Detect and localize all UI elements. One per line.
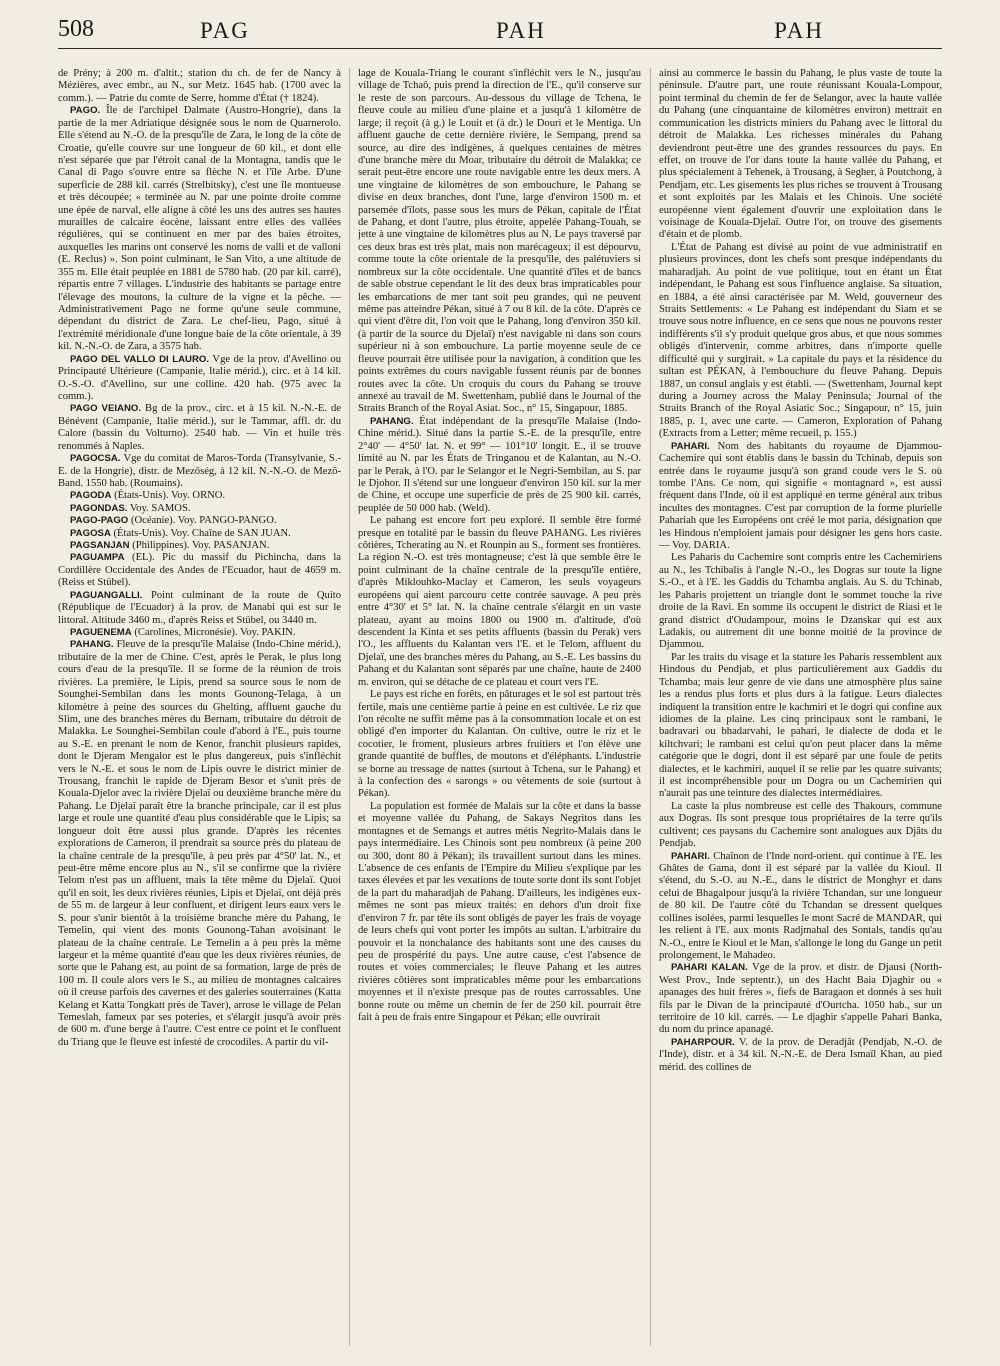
text-columns — [58, 68, 942, 1346]
entry-text: V. de la prov. de Deradjât (Pendjab, N.-O. de l'Inde), distr. et à 34 kil. N.-N.-E. de Dera Ismaïl Khan, au pied mérid. des collines de — [659, 1036, 942, 1073]
entry-text: Point culminant de la route de Quito (République de l'Ecuador) à la prov. de Manabi qui est sur le littoral. Altitude 3460 m., d'après Reiss et Stübel, ou 3440 m. — [58, 589, 341, 626]
dictionary-entry — [58, 639, 341, 1049]
dictionary-entry — [358, 689, 641, 801]
dictionary-entry — [659, 652, 942, 801]
entry-text: lage de Kouala-Triang le courant s'infléchit vers le N., jusqu'au village de Tchaô, puis prend la direction de l'E., qu'il conserve sur le reste de son parcours. Au-dessous du village de Tchena, le fleuve coule au milieu d'une plaine et a jusqu'à 1 kilomètre de large; il reçoit (à g.) le Louit et (à dr.) le Douri et le Mentiga. Un affluent gauche de cette dernière rivière, le Sempang, prend sa source, au dire des indigènes, à quelques centaines de mètres d'une branche mère du Moar, tributaire du détroit de Malakka; ce serait peut-être encore une route navigable entre les deux mers. A une vingtaine de kilomètres de son embouchure, le Pahang se divise en deux branches, dont l'une, large d'environ 1500 m. et parsemée d'îlots, passe sous les murs de Pékan, capitale de l'État de Pahang, et dont l'autre, plus étroite, appelée Pahang-Touah, se jette à une vingtaine de kilomètres plus au N. Le pays traversé par ces deux bras est très plat, mais non marécageux; il est dépourvu, comme toute la côte orientale de la presqu'île, des palétuviers si nombreux sur la côte occidentale. Une quantité d'îles et de bancs de sable obstrue cependant le lit des deux bras impraticables pour les embarcations de mer tant soit peu grandes, qui ne peuvent même pas atteindre Pékan, situé à 7 ou 8 kil. de la côte. D'après ce qui vient d'être dit, l'on voit que le Pahang, long d'environ 350 kil. (à partir de la source du Djelaï) n'est navigable ni dans son cours supérieur ni à son embouchure. La partie moyenne seule de ce fleuve pourrait être utilisée pour la navigation, à condition que les points extrêmes du cours navigable fussent réunis par de bonnes routes avec la côte. Un croquis du cours du Pahang se trouve annexé au travail de M. Swettenham, publié dans le Journal of the Straits Branch of the Royal Asiat. Soc., n° 15, Singapour, 1885. — [358, 68, 641, 415]
dictionary-entry — [58, 105, 341, 353]
header-rule — [58, 48, 942, 49]
running-head-right: PAH — [774, 18, 824, 43]
dictionary-entry — [58, 540, 341, 552]
dictionary-entry — [358, 68, 641, 416]
entry-headword: PAGOSA — [70, 527, 111, 539]
page-header — [58, 16, 942, 66]
entry-text: Les Paharis du Cachemire sont compris entre les Cachemiriens au N., les Tchibalis à l'angle N.-O., les Dogras sur toute la ligne S.-O., et à l'E. les Gaddis du Tchamba anglais. Au S. du Tchinab, les Paharis projettent un triangle dont le sommet touche la rive droite de la Ravi. En somme ils occupent le district de Riasi et le grand district d'Oudampour, moins le Dzanskar qui est aux Ladakis, ou autrement dit une bonne moitié de la province de Djammou. — [659, 552, 942, 651]
entry-headword: PAGUENEMA — [70, 626, 132, 638]
entry-text: (Philippines). Voy. PASANJAN. — [132, 540, 270, 552]
dictionary-entry — [358, 416, 641, 515]
dictionary-entry — [358, 515, 641, 689]
entry-text: (Océanie). Voy. PANGO-PANGO. — [130, 515, 277, 527]
entry-headword: PAGO VEIANO. — [70, 403, 141, 415]
dictionary-entry — [659, 552, 942, 651]
entry-headword: PAHARI. — [671, 440, 710, 452]
entry-text: Bg de la prov., circ. et à 15 kil. N.-N.-E. de Bénévent (Campanie, Italie mérid.), sur le Tammar, affl. dr. du Calore (bassin du Volturno). 2540 hab. — Vin et huile très renommés à Naples. — [58, 403, 341, 452]
entry-headword: PAGONDAS. — [70, 502, 128, 514]
entry-headword: PAGODA — [70, 490, 112, 502]
entry-text: (Carolines, Micronésie). Voy. PAKIN. — [134, 626, 296, 638]
dictionary-entry — [58, 490, 341, 502]
dictionary-entry — [659, 1037, 942, 1074]
dictionary-entry — [659, 68, 942, 242]
text-column-1 — [58, 68, 341, 1346]
entry-text: Le pahang est encore fort peu exploré. Il semble être formé presque en totalité par le bassin du fleuve PAHANG. Les rivières côtières, Tcherating au N. et Rounpin au S., forment ses frontières. La région N.-O. est très montagneuse; c'est là que semble être le point culminant de la chaîne centrale de la presqu'île entière, d'après Miklouhko-Maclay et Cameron, les seuls voyageurs européens qui aient parcouru cette contrée sauvage. A peu près entre 4°30' et 5° lat. N. la chaîne centrale s'élargit en un vaste plateau, ayant au moins 1800 ou 1900 m. d'altitude, d'où descendent la Kinta et ses petits affluents (bassin du Perak) vers l'O., les affluents du Kalantan vers l'E. et le Telom, affluent du Djelaï, une des branches mères du Pahang, au S.-E. Les bassins du Pahang et du Kalantan sont séparés par une chaîne, haute de 2400 m. environ, qui se détache de ce plateau et court vers l'E. — [358, 515, 641, 688]
dictionary-entry — [659, 851, 942, 963]
entry-text: Vge du comitat de Maros-Torda (Transylvanie, S.-E. de la Hongrie), distr. de Mezőség, à 12 kil. N.-N.-O. de Mezõ-Band. 1550 hab. (Roumains). — [58, 453, 341, 489]
entry-text: Le pays est riche en forêts, en pâturages et le sol est partout très fertile, mais une centième partie à peine en est cultivée. Le riz que l'on récolte ne suffit même pas à la consommation locale et on est obligé d'en importer du Kalantan. On cultive, outre le riz et le cocotier, le froment, plusieurs arbres fruitiers et l'on élève une grande quantité de buffles, de moutons et d'éléphants. L'industrie se borne au tressage de nattes (surtout à Tchena, sur le Pahang) et à la confection des « sarongs » ou vêtements de soie (surtout à Pékan). — [358, 689, 641, 800]
entry-text: La caste la plus nombreuse est celle des Thakours, commune aux Dogras. Ils sont presque tous propriétaires de la terre qu'ils cultivent; ces paysans du Cachemire sont analogues aux Djâts du Pendjab. — [659, 800, 942, 850]
dictionary-entry — [659, 801, 942, 851]
entry-text: Voy. SAMOS. — [129, 502, 191, 514]
dictionary-entry — [58, 503, 341, 515]
text-column-3 — [659, 68, 942, 1346]
dictionary-entry — [58, 403, 341, 453]
entry-headword: PAGSANJAN — [70, 540, 130, 552]
entry-text: Île de l'archipel Dalmate (Austro-Hongrie), dans la partie de la mer Adriatique désignée sous le nom de Quarnerolo. Elle s'étend au N.-O. de la presqu'île de Zara, le long de la côte de Croatie, qu'elle couvre sur une longueur de 60 kil., et dont elle n'est séparée que par l'étroit canal de la Montagna, tandis que le Canal di Pago s'ouvre entre sa flèche N. et l'île Arbe. D'une superficie de 288 kil. carrés (Strelbitsky), c'est une île montueuse et très découpée; « terminée au N. par une pointe droite comme une épée de narval, elle aligne à côté les uns des autres ses hautes murailles de calcaire éocène, laissant entre elles des vallées régulières, qui se continuent en mer par des baies étroites, auxquelles les marins ont conservé les noms de valli et de valloni (E. Reclus) ». Son point culminant, le San Vito, a une altitude de 355 m. Elle était peuplée en 1881 de 5780 hab. (20 par kil. carré), répartis entre 7 villages. L'industrie des habitants se partage entre l'élevage des moutons, la culture de la vigne et la pêche. — Administrativement Pago ne forme qu'une seule commune, dépendant du district de Zara. Le chef-lieu, Pago, situé à l'extrémité méridionale d'une longue baie de la côte orientale, à 39 kil. N.-N.-O. de Zara, a 3575 hab. — [58, 105, 341, 353]
entry-text: La population est formée de Malais sur la côte et dans la basse et moyenne vallée du Pahang, de Sakays Negritos dans les montagnes et de Semangs et autres métis Negrito-Malais dans le pays intermédiaire. Les Chinois sont peu nombreux (à peine 200 ou 300, dont 80 à Pékan); ils travaillent surtout dans les mines. L'absence de ces enfants de l'Empire du Milieu s'explique par les taxes élevées et par les vexations de toute sorte dont ils sont l'objet de la part du maharadjah de Pahang. D'ailleurs, les indigènes eux-mêmes ne sont pas mieux traités: en dehors d'un droit fixe d'environ 7 fr. par tête ils sont obligés de payer les frais de voyage de leurs chefs qui vont porter les impôts au sultan. L'arbitraire du pouvoir et la nonchalance des habitants sont une des causes du peu de prospérité du pays. Une autre cause, c'est l'absence de routes et voies commerciales; le fleuve Pahang et les autres rivières côtières sont impraticables même pour les embarcations moyennes et il n'existe presque pas de routes carrossables. Une bonne route ou même un chemin de fer de 250 kil. pourrait être fait à peu de frais entre Singapour et Pékan; elle ouvrirait — [358, 800, 641, 1024]
entry-text: État indépendant de la presqu'île Malaise (Indo-Chine mérid.). Situé dans la partie S.-E. de la presqu'île, entre 2°40' — 4°50' lat. N. et 99° — 101°10' longit. E., il se trouve limité au N. par les États de Tringanou et de Kalantan, au N.-O. par le Perak, à l'O. par le Selangor et le Negri-Sembilan, au S. par le Djohor. Il s'étend sur une longueur d'environ 150 kil. sur la mer de Chine, et occupe une superficie de près de 25 900 kil. carrés, peuplée de 50 000 hab. (Weld). — [358, 415, 641, 514]
entry-headword: PAGO. — [70, 105, 101, 117]
dictionary-entry — [58, 528, 341, 540]
dictionary-entry — [58, 354, 341, 404]
entry-text: Par les traits du visage et la stature les Paharis ressemblent aux Hindous du Pendjab, et plus particulièrement aux Gaddis du Tchamba; mais leur genre de vie dans une atmosphère plus saine les a rendus plus forts et plus durs à la fatigue. Leurs dialectes indiquent la transition entre le kachmiri et le dogri qui confine aux idiomes de la plaine. Les cinq principaux sont le rambani, le badravari ou bhadarvahi, le pahari, le dialecte de doda et le kiltchvari; le rambani est celui qu'on peut placer dans la même catégorie que le dogri, dont il est séparé par une foule de petits dialectes, et le kachmiri, auquel il se relie par les quatre suivants; il est incompréhensible pour un Dogra ou un Cachemirien qui n'aurait pas une teinture des dialectes intermédiaires. — [659, 651, 942, 800]
entry-text: Fleuve de la presqu'île Malaise (Indo-Chine mérid.), tributaire de la mer de Chine. C'est, après le Perak, le plus long cours d'eau de la presqu'île. Il se forme de la réunion de trois rivières. La première, le Lipis, prend sa source sous le nom de Sounghei-Sembilan dans les monts Gounong-Telaga, à un kilomètre à peine des sources du Ghelting, affluent gauche du Slim, une des branches mères du Bernam, tributaire du détroit de Malakka. Le Sounghei-Sembilan coule d'abord à l'E., puis tourne au S.-E. en prenant le nom de Kenor, franchit plusieurs rapides, dont le Djeram Mengalor est le plus dangereux, puis s'infléchit vers le N.-E. et sous le nom de Lipis ouvre le district minier de Trousang, franchit le rapide de Djeram Besor et s'unit près de Kouala-Djelor avec la rivière Djelaï ou deuxième branche mère du Pahang. Le Djelaï paraît être la branche principale, car il est plus large et roule une quantité d'eau plus considérable que le Lipis; sa longueur doit être aussi plus grande. D'après les récentes explorations de Cameron, il prendrait sa source près du plateau de la chaîne centrale de la presqu'île, à peu près par 4°50' lat. N., et peut-être même encore plus au N., s'il se confirme que la rivière Telom n'est pas un affluent, mais la tête même du Djelaï. Quoi qu'il en soit, les deux rivières réunies, Lipis et Djelaï, ont déjà près de 55 m. de largeur à leur confluent, et dirigent leurs eaux vers le S. pour s'unir bientôt à la troisième branche mère du Pahang, le Temelin, qui vient des monts Gounong-Tahan avoisinant le plateau de la chaîne centrale. Le Temelin a à peu près la même largeur et la même quantité d'eau que les deux rivières réunies, de sorte que le Pahang est, au point de sa formation, large de près de 100 m. Il coule alors vers le S., au milieu de montagnes calcaires où il creuse parfois des cavernes et des galeries souterraines (Katta Kelang et Katta Tongkatt près de Taver), arrose le village de Pelan Temeslah, fameux par ses poteries, et s'élargit jusqu'à avoir près de 600 m. d'une berge à l'autre. C'est entre ce point et le confluent du Triang que le fleuve est infesté de crocodiles. A partir du vil- — [58, 639, 341, 1048]
entry-headword: PAHARPOUR. — [671, 1036, 735, 1048]
entry-headword: PAGOCSA. — [70, 453, 121, 465]
dictionary-entry — [58, 453, 341, 490]
entry-text: (États-Unis). Voy. ORNO. — [114, 490, 226, 502]
entry-text: ainsi au commerce le bassin du Pahang, le plus vaste de toute la péninsule. D'autre part, une route réunissant Kouala-Lompour, point terminal du chemin de fer de Selangor, avec la haute vallée du Pahang (une cinquantaine de kilomètres environ) mettrait en communication les districts miniers du Pahang avec le littoral du détroit de Malakka. Les richesses minérales du Pahang deviendront peut-être une des grandes ressources du pays. En effet, on trouve de l'or dans toute la haute vallée du Pahang, et plus spécialement à Tehenek, à Trousang, à Segher, à Poutchong, à Pendjam, etc. Les gisements les plus riches se trouvent à Trousang et sont exploités par les Malais et les Chinois. Une société européenne vient également d'ouvrir une exploitation dans le voisinage de Kouala-Djelaï. Outre l'or, on trouve des gisements d'étain et de plomb. — [659, 68, 942, 241]
entry-headword: PAHANG. — [70, 639, 114, 651]
text-column-2 — [358, 68, 641, 1346]
dictionary-entry — [358, 801, 641, 1025]
dictionary-entry — [58, 68, 341, 105]
running-head-center: PAH — [496, 18, 546, 43]
entry-headword: PAGO DEL VALLO DI LAURO. — [70, 353, 210, 365]
entry-headword: PAHANG. — [370, 415, 414, 427]
page-number: 508 — [58, 16, 94, 42]
entry-headword: PAGUANGALLI. — [70, 589, 143, 601]
entry-text: de Prény; à 200 m. d'altit.; station du ch. de fer de Nancy à Mézières, avec embr., au N., sur Metz. 1645 hab. (1700 avec la comm.). — Patrie du comte de Serre, homme d'État († 1824). — [58, 68, 341, 104]
entry-headword: PAGO-PAGO — [70, 515, 129, 527]
entry-text: (États-Unis). Voy. Chaîne de SAN JUAN. — [113, 527, 291, 539]
dictionary-entry — [659, 242, 942, 441]
entry-headword: PAHARI. — [671, 850, 710, 862]
dictionary-entry — [58, 552, 341, 589]
entry-text: Nom des habitants du royaume de Djammou-Cachemire qui sont établis dans le bassin du Tchinab, depuis son entrée dans le royaume jusqu'à son grand coude vers le S. où tombe l'Ans. Ce nom, qui signifie « montagnard », est aussi fréquent dans l'Inde, où il est appliqué en terme général aux tribus incultes des montagnes. C'est par corruption de la forme plurielle Pahariah que les Européens ont créé le mot paria, désignation que les Hindous n'emploient jamais pour désigner les gens hors caste. — Voy. DARIA. — [659, 440, 942, 552]
entry-text: Chaînon de l'Inde nord-orient. qui continue à l'E. les Ghâtes de Gama, dont il est séparé par la vallée du Kioul. Il s'étend, du S.-O. au N.-E., dans le district de Monghyr et dans celui de Bhagalpour jusqu'à la rivière Tchandan, sur une longueur de 80 kil. De l'autre côté du Tchandan se dressent quelques collines isolées, parmi lesquelles le mont Sacré de MANDAR, qui les relient à l'E. aux monts Radjmahal des Sontals, tandis qu'au N.-O., entre le Kioul et le Man, s'allonge le long du Gange un petit prolongement, le Mahadeo. — [659, 850, 942, 961]
entry-text: Vge de la prov. d'Avellino ou Principauté Ultérieure (Campanie, Italie mérid.), circ. et à 14 kil. O.-S.-O. d'Avellino, sur une colline. 420 hab. (975 avec la comm.). — [58, 353, 341, 402]
dictionary-entry — [58, 627, 341, 639]
dictionary-entry — [58, 590, 341, 627]
dictionary-entry — [659, 441, 942, 553]
entry-text: (EL). Pic du massif du Pichincha, dans la Cordillère Occidentale des Andes de l'Ecuador, haut de 4659 m. (Reiss et Stübel). — [58, 552, 341, 589]
entry-headword: PAGUAMPA — [70, 552, 125, 564]
entry-text: Vge de la prov. et distr. de Djausi (North-West Prov., Inde septentr.), un des Hacht Baia Djaghir ou « apanages des huit frères », fiefs de Baragaon et donnés à ses huit fils par le Divan de la principauté d'Ourtcha. 1050 hab., sur un territoire de 10 kil. carrés. — Le djaghir s'appelle Pahari Banka, du nom du prince apanagé. — [659, 962, 942, 1036]
dictionary-entry — [58, 515, 341, 527]
entry-text: L'État de Pahang est divisé au point de vue administratif en plusieurs provinces, dont les chefs sont presque indépendants du maharadjah. Au point de vue politique, tout en étant un État indépendant, le Pahang est sous l'influence anglaise. Sa situation, en 1884, a été ainsi caractérisée par M. Weld, gouverneur des Straits Settlements: « Le Pahang est indépendant du Siam et se trouve sous notre influence, en ce sens que nous ne pouvons rester indifférents s'il s'y produit quelque gros abus, et que nous sommes obligés d'intervenir, comme arbitres, dans n'importe quelle difficulté qui y surgirait. » La capitale du pays et la résidence du sultan est PÉKAN, à l'embouchure du fleuve Pahang. Depuis 1887, un consul anglais y est établi. — (Swettenham, Journal kept during a Journey across the Malay Peninsula; Journal of the Straits Branch of the Royal Asiatic Soc.; Singapour, n° 15, juin 1885, p. 1, avec une carte. — Cameron, Exploration of Pahang (Extracts from a Letter; même recueil, p. 155.) — [659, 241, 942, 440]
running-head-left: PAG — [200, 18, 250, 43]
entry-headword: PAHARI KALAN. — [671, 962, 748, 974]
dictionary-entry — [659, 962, 942, 1037]
